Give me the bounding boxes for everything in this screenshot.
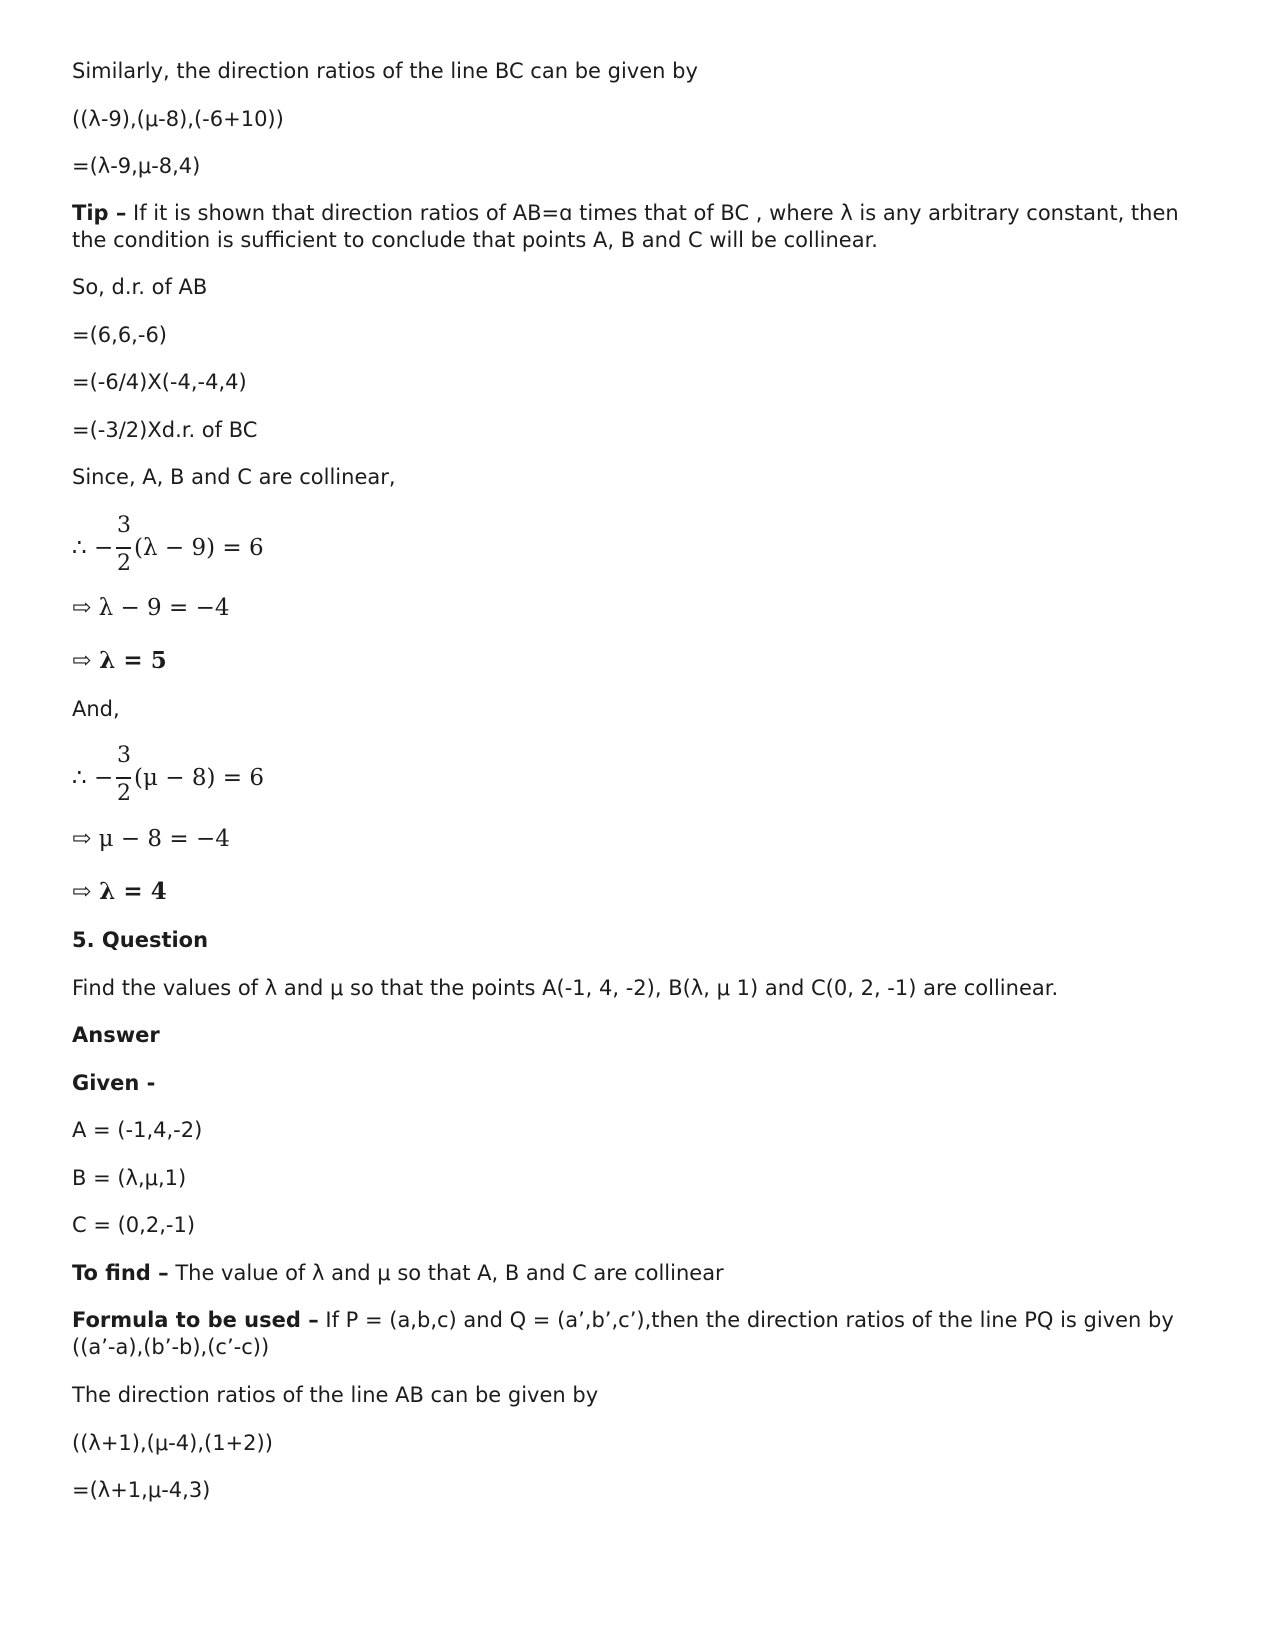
tip-text: If it is shown that direction ratios of AB=ɑ times that of BC , where λ is any arbitrary constant, then the condition is sufficient to conclude that points A, B and C will be collinear. bbox=[72, 201, 1179, 252]
text-line: C = (0,2,-1) bbox=[72, 1213, 196, 1237]
answer-heading: Answer bbox=[72, 1023, 160, 1047]
text-line: =(-3/2)Xd.r. of BC bbox=[72, 418, 258, 442]
text-line: Similarly, the direction ratios of the line BC can be given by bbox=[72, 59, 698, 83]
fraction-denominator: 2 bbox=[117, 781, 131, 806]
minus-sign: − bbox=[94, 535, 114, 561]
equation: ⇨ λ − 9 = −4 bbox=[72, 595, 230, 621]
tip-label: Tip – bbox=[72, 201, 127, 225]
minus-sign: − bbox=[94, 765, 114, 791]
fraction-numerator: 3 bbox=[117, 743, 131, 768]
text-line: And, bbox=[72, 697, 120, 721]
to-find-line bbox=[72, 1260, 724, 1287]
text-line: A = (-1,4,-2) bbox=[72, 1118, 203, 1142]
text-line: =(λ-9,μ-8,4) bbox=[72, 154, 201, 178]
text-line: So, d.r. of AB bbox=[72, 275, 208, 299]
text-line: =(6,6,-6) bbox=[72, 323, 167, 347]
fraction-denominator: 2 bbox=[117, 551, 131, 576]
text-line: ((λ-9),(μ-8),(-6+10)) bbox=[72, 107, 284, 131]
fraction-bar bbox=[116, 547, 131, 549]
formula-paragraph bbox=[72, 1307, 1202, 1361]
text-line: Since, A, B and C are collinear, bbox=[72, 465, 396, 489]
question-heading: 5. Question bbox=[72, 928, 209, 952]
to-find-text: The value of λ and μ so that A, B and C are collinear bbox=[168, 1261, 724, 1285]
given-heading: Given - bbox=[72, 1071, 156, 1095]
equation-rest: (λ − 9) = 6 bbox=[134, 535, 264, 561]
text-line: ((λ+1),(μ-4),(1+2)) bbox=[72, 1431, 273, 1455]
text-line: =(-6/4)X(-4,-4,4) bbox=[72, 370, 247, 394]
therefore-symbol: ∴ bbox=[72, 765, 87, 791]
equation: ⇨ λ = 5 bbox=[72, 647, 167, 674]
equation-rest: (μ − 8) = 6 bbox=[134, 765, 264, 791]
question-text: Find the values of λ and μ so that the points A(-1, 4, -2), B(λ, μ 1) and C(0, 2, -1) are collinear. bbox=[72, 976, 1059, 1000]
to-find-label: To find – bbox=[72, 1261, 169, 1285]
formula-label: Formula to be used – bbox=[72, 1308, 319, 1332]
text-line: =(λ+1,μ-4,3) bbox=[72, 1478, 211, 1502]
equation: ⇨ μ − 8 = −4 bbox=[72, 826, 230, 852]
text-line: B = (λ,μ,1) bbox=[72, 1166, 187, 1190]
text-line: The direction ratios of the line AB can be given by bbox=[72, 1383, 599, 1407]
tip-paragraph bbox=[72, 200, 1202, 254]
fraction-bar bbox=[116, 777, 131, 779]
fraction-numerator: 3 bbox=[117, 513, 131, 538]
equation: ⇨ λ = 4 bbox=[72, 878, 167, 905]
therefore-symbol: ∴ bbox=[72, 535, 87, 561]
formula-text: If P = (a,b,c) and Q = (a’,b’,c’),then the direction ratios of the line PQ is given by ((a’-a),(b’-b),(c’-c)) bbox=[72, 1308, 1174, 1359]
